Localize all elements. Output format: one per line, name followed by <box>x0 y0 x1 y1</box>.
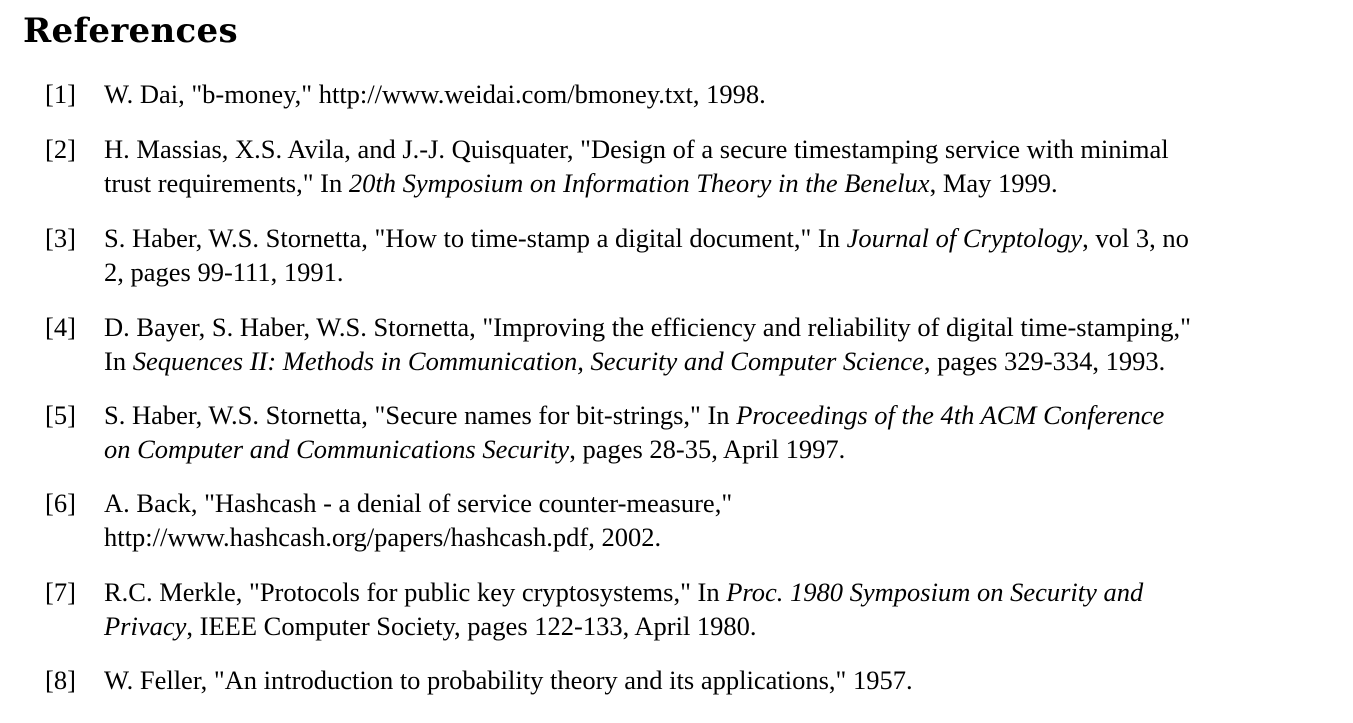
reference-segment: , May 1999. <box>929 168 1058 198</box>
reference-number: [8] <box>45 665 76 695</box>
reference-title-italic: Privacy <box>104 611 187 641</box>
reference-text <box>104 398 1339 466</box>
reference-text <box>104 575 1339 643</box>
reference-number: [6] <box>45 488 76 518</box>
reference-text <box>104 132 1339 200</box>
reference-title-italic: Sequences II: Methods in Communication, Security and Computer Science <box>132 346 924 376</box>
reference-line <box>104 221 1339 255</box>
reference-segment: http://www.hashcash.org/papers/hashcash.pdf, 2002. <box>104 522 662 552</box>
reference-line <box>104 432 1339 466</box>
reference-segment: S. Haber, W.S. Stornetta, "How to time-stamp a digital document," In <box>104 223 847 253</box>
reference-number: [5] <box>45 400 76 430</box>
reference-line <box>104 398 1339 432</box>
reference-line <box>104 575 1339 609</box>
reference-segment: R.C. Merkle, "Protocols for public key cryptosystems," In <box>104 577 727 607</box>
reference-segment: A. Back, "Hashcash - a denial of service counter-measure," <box>104 488 733 518</box>
reference-segment: , vol 3, no <box>1082 223 1189 253</box>
reference-line <box>104 255 1339 289</box>
reference-title-italic: Proceedings of the 4th ACM Conference <box>736 400 1165 430</box>
reference-text <box>104 221 1339 289</box>
reference-text <box>104 310 1339 378</box>
reference-segment: D. Bayer, S. Haber, W.S. Stornetta, "Improving the efficiency and reliability of digital time-stamping," <box>104 312 1191 342</box>
reference-segment: W. Feller, "An introduction to probability theory and its applications," 1957. <box>104 665 913 695</box>
reference-line <box>104 344 1339 378</box>
reference-text <box>104 486 1339 554</box>
reference-number: [7] <box>45 577 76 607</box>
reference-segment: S. Haber, W.S. Stornetta, "Secure names for bit-strings," In <box>104 400 737 430</box>
reference-number: [2] <box>45 134 76 164</box>
reference-line <box>104 663 1339 697</box>
reference-title-italic: on Computer and Communications Security <box>104 434 570 464</box>
reference-number: [3] <box>45 223 76 253</box>
reference-line <box>104 166 1339 200</box>
reference-line <box>104 520 1339 554</box>
reference-line <box>104 77 1339 111</box>
reference-text <box>104 663 1339 697</box>
reference-line <box>104 486 1339 520</box>
reference-segment: In <box>104 346 133 376</box>
reference-title-italic: Proc. 1980 Symposium on Security and <box>726 577 1144 607</box>
reference-segment: , pages 28-35, April 1997. <box>569 434 846 464</box>
reference-number: [4] <box>45 312 76 342</box>
reference-text <box>104 77 1339 111</box>
reference-segment: H. Massias, X.S. Avila, and J.-J. Quisquater, "Design of a secure timestamping service with minimal <box>104 134 1169 164</box>
reference-line <box>104 132 1339 166</box>
references-heading: References <box>23 11 238 51</box>
reference-segment: , IEEE Computer Society, pages 122-133, April 1980. <box>186 611 757 641</box>
reference-title-italic: Journal of Cryptology <box>846 223 1083 253</box>
reference-segment: W. Dai, "b-money," http://www.weidai.com/bmoney.txt, 1998. <box>104 79 766 109</box>
reference-line <box>104 609 1339 643</box>
reference-segment: 2, pages 99-111, 1991. <box>104 257 344 287</box>
reference-line <box>104 310 1339 344</box>
reference-title-italic: 20th Symposium on Information Theory in the Benelux <box>348 168 930 198</box>
reference-segment: trust requirements," In <box>104 168 349 198</box>
reference-number: [1] <box>45 79 76 109</box>
reference-segment: , pages 329-334, 1993. <box>923 346 1166 376</box>
